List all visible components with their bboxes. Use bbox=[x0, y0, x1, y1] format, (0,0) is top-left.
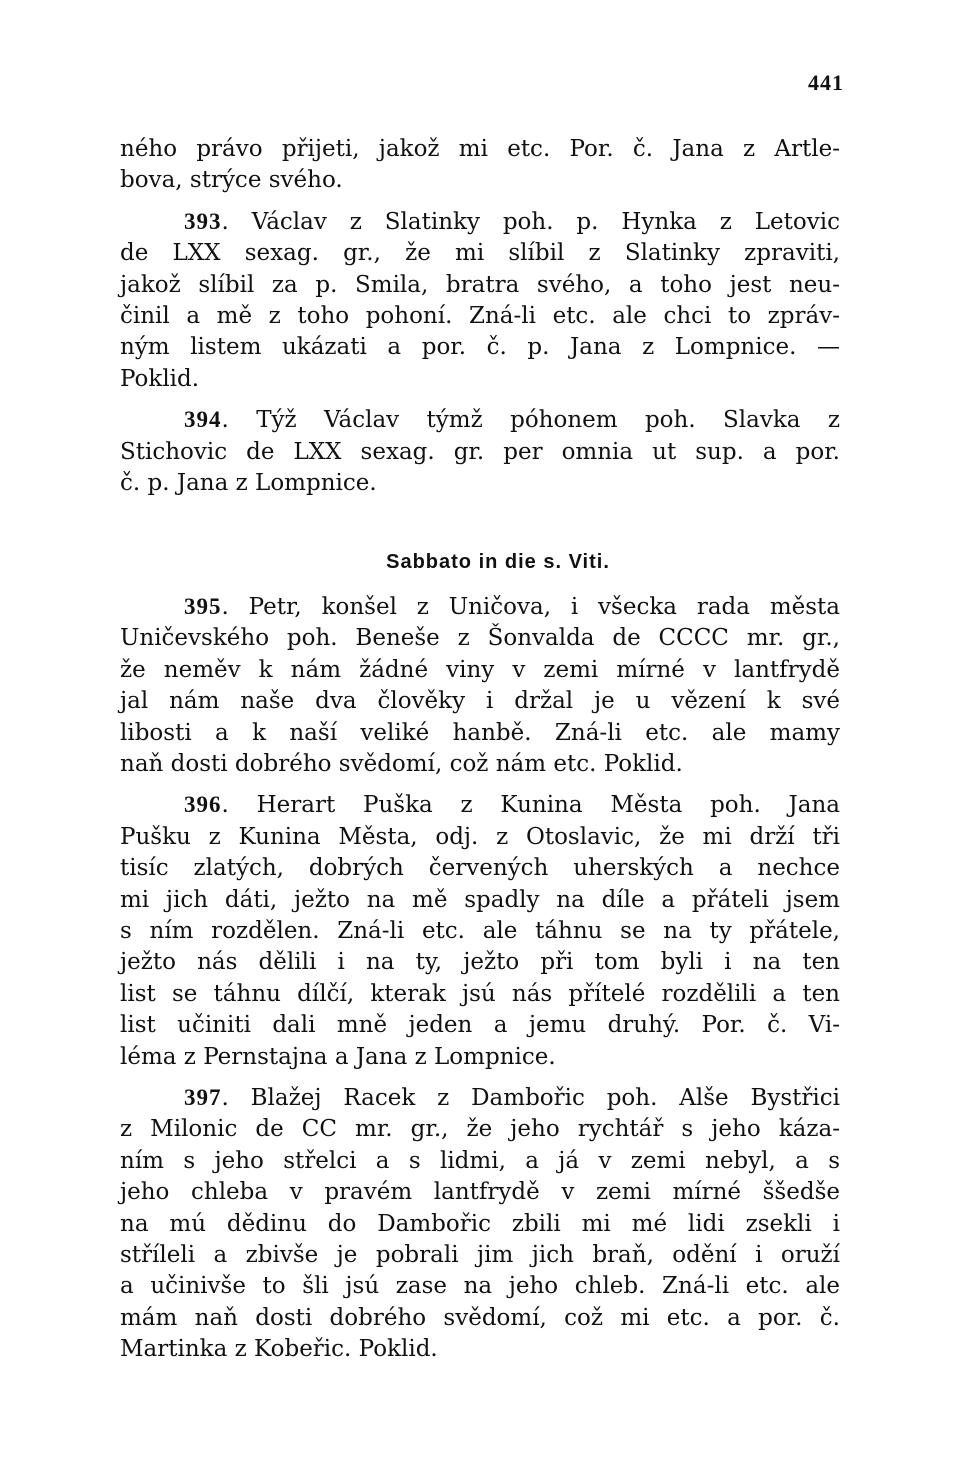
text-line: list učiniti dali mně jeden a jemu druhý. Por. č. Vi- bbox=[120, 1012, 840, 1039]
page-body bbox=[120, 134, 840, 1366]
entry-393 bbox=[120, 206, 840, 395]
entry-number: 393 bbox=[184, 208, 222, 234]
text-line: že neměv k nám žádné viny v zemi mírné v lantfrydě bbox=[120, 656, 840, 683]
text-line: ným listem ukázati a por. č. p. Jana z Lompnice. — bbox=[120, 334, 840, 361]
text-line: 394. Týž Václav týmž póhonem poh. Slavka z bbox=[184, 407, 840, 434]
text-line: č. p. Jana z Lompnice. bbox=[120, 470, 377, 497]
text-line: mám naň dosti dobrého svědomí, což mi etc. a por. č. bbox=[120, 1304, 840, 1331]
text-line: mi jich dáti, ježto na mě spadly na díle a přáteli jsem bbox=[120, 886, 840, 913]
text-line: stříleli a zbivše je pobrali jim jich braň, odění i oruží bbox=[120, 1242, 840, 1268]
text-line: Uničevského poh. Beneše z Šonvalda de CCCC mr. gr., bbox=[120, 625, 840, 652]
text-line: ježto nás dělili i na ty, ježto při tom byli i na ten bbox=[120, 949, 840, 976]
text-line: jakož slíbil za p. Smila, bratra svého, a toho jest neu- bbox=[120, 271, 840, 298]
text-line: naň dosti dobrého svědomí, což nám etc. Poklid. bbox=[120, 750, 683, 777]
text-line: Poklid. bbox=[120, 365, 200, 392]
text-line: Pušku z Kunina Města, odj. z Otoslavic, že mi drží tři bbox=[120, 823, 840, 850]
section-heading: Sabbato in die s. Viti. bbox=[386, 551, 610, 574]
text-line: 397. Blažej Racek z Dambořic poh. Alše Bystřici bbox=[184, 1084, 840, 1111]
text-line: 395. Petr, konšel z Uničova, i všecka rada města bbox=[184, 593, 840, 620]
text-line: 393. Václav z Slatinky poh. p. Hynka z Letovic bbox=[184, 208, 840, 235]
text-line: bova, strýce svého. bbox=[120, 167, 343, 194]
text-line: libosti a k naší veliké hanbě. Zná-li etc. ale mamy bbox=[120, 719, 840, 746]
text-line: z Milonic de CC mr. gr., že jeho rychtář s jeho káza- bbox=[120, 1116, 840, 1143]
text-line: ného právo přijeti, jakož mi etc. Por. č. Jana z Artle- bbox=[120, 136, 840, 162]
text-line: tisíc zlatých, dobrých červených uherských a nechce bbox=[120, 855, 840, 882]
entry-number: 395 bbox=[184, 593, 222, 619]
entry-396 bbox=[120, 789, 840, 1073]
entry-number: 394 bbox=[184, 407, 222, 433]
text-line: Stichovic de LXX sexag. gr. per omnia ut sup. a por. bbox=[120, 438, 840, 465]
entry-number: 396 bbox=[184, 792, 222, 818]
text-line: léma z Pernstajna a Jana z Lompnice. bbox=[120, 1043, 556, 1070]
entry-395 bbox=[120, 591, 840, 780]
text-line: jal nám naše dva člověky i držal je u vězení k své bbox=[120, 688, 840, 715]
text-line: Martinka z Kobeřic. Poklid. bbox=[120, 1336, 438, 1363]
text-line: jeho chleba v pravém lantfrydě v zemi mírné ššedše bbox=[120, 1179, 840, 1206]
entry-394 bbox=[120, 404, 840, 499]
entry-number: 397 bbox=[184, 1084, 222, 1110]
text-line: a učinivše to šli jsú zase na jeho chleb. Zná-li etc. ale bbox=[120, 1273, 840, 1300]
entry-397 bbox=[120, 1082, 840, 1366]
text-line: 396. Herart Puška z Kunina Města poh. Jana bbox=[184, 792, 840, 819]
text-line: de LXX sexag. gr., že mi slíbil z Slatinky zpraviti, bbox=[120, 240, 840, 267]
text-line: ním s jeho střelci a s lidmi, a já v zemi nebyl, a s bbox=[120, 1147, 840, 1174]
text-line: s ním rozdělen. Zná-li etc. ale táhnu se na ty přátele, bbox=[120, 917, 840, 944]
paragraph-continuation bbox=[120, 134, 840, 197]
page-number: 441 bbox=[808, 70, 844, 95]
text-line: na mú dědinu do Dambořic zbili mi mé lidi zsekli i bbox=[120, 1210, 840, 1237]
text-line: list se táhnu dílčí, kterak jsú nás přítelé rozdělili a ten bbox=[120, 980, 840, 1007]
text-line: činil a mě z toho pohoní. Zná-li etc. ale chci to zpráv- bbox=[120, 303, 840, 330]
